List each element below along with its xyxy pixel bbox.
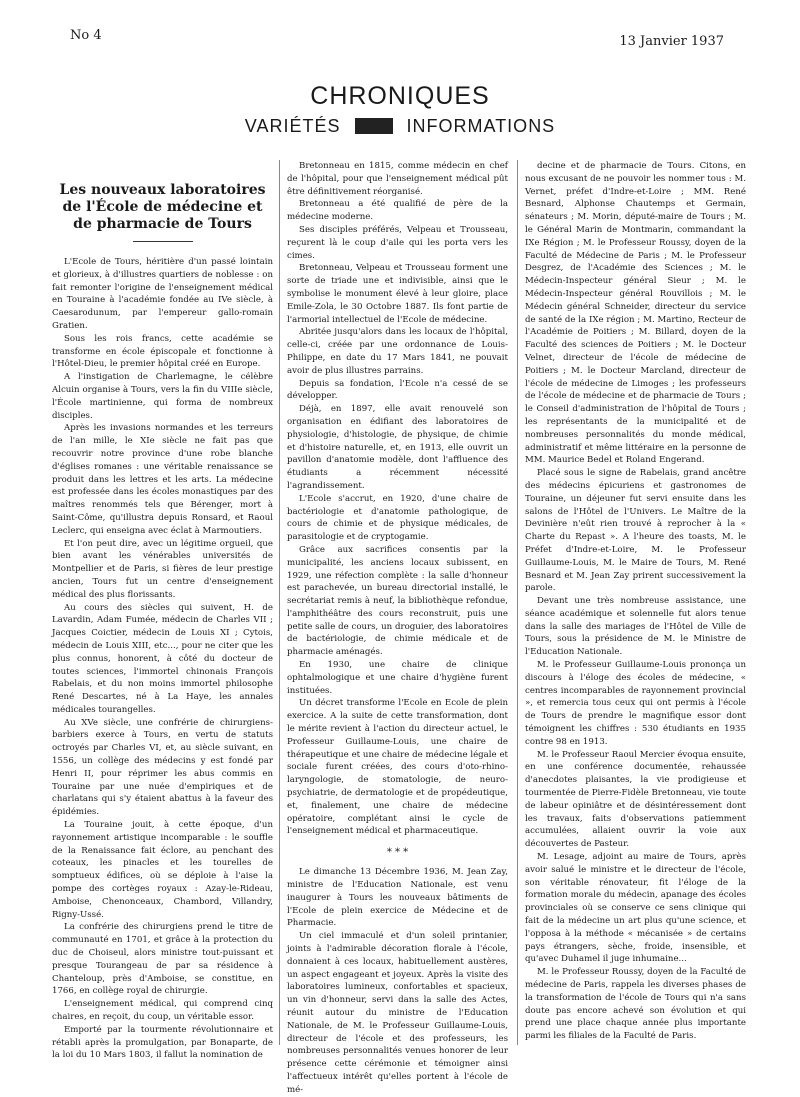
paragraph: L'Ecole de Tours, héritière d'un passé lointain et glorieux, à d'illustres quartiers de noblesse : on fait remonter l'origine de l'enseignement médical en Touraine à l'académie fondée au IVe siècle, à Caesarodunum, par l'empereur gallo-romain Gratien.	[52, 257, 273, 331]
ornament-icon	[355, 118, 393, 134]
masthead-right: INFORMATIONS	[406, 116, 556, 136]
paragraph: L'enseignement médical, qui comprend cinq chaires, en reçoit, du coup, un véritable essor.	[52, 999, 273, 1023]
paragraph: Grâce aux sacrifices consentis par la municipalité, les anciens locaux subissent, en 1929, une réfection complète : la salle d'honneur est parachevée, un bureau directorial installé, le secrétariat remis à neuf, la bibliothèque refondue, l'amphithéâtre des cours reconstruit, puis une petite salle de cours, un droguier, des laboratoires de bactériologie, de chimie médicale et de pharmacie aménagés.	[287, 544, 508, 658]
paragraph: M. le Professeur Roussy, doyen de la Faculté de médecine de Paris, rappela les diverses phases de la transformation de l'école de Tours qui n'a sans doute pas encore achevé son évolution et qui prend une place chaque année plus importante parmi les filiales de la Faculté de Paris.	[525, 967, 746, 1042]
paragraph: Déjà, en 1897, elle avait renouvelé son organisation en édifiant des laboratoires de physiologie, d'histologie, de physique, de chimie et d'histoire naturelle, et, en 1913, elle ouvrit un pavillon d'anatomie modèle, dont l'affluence des étudiants a récemment nécessité l'agrandissement.	[287, 404, 508, 491]
paragraph: Bretonneau, Velpeau et Trousseau forment une sorte de triade une et indivisible, ainsi que le symbolise le monument élevé à leur gloire, place Emile-Zola, le 30 Octobre 1887. Ils font partie de l'armorial intellectuel de l'Ecole de médecine.	[287, 263, 508, 325]
paragraph: Abritée jusqu'alors dans les locaux de l'hôpital, celle-ci, créée par une ordonnance de Louis-Philippe, en date du 17 Mars 1841, ne pouvait avoir de plus illustres parrains.	[287, 327, 508, 376]
issue-date: 13 Janvier 1937	[619, 34, 724, 49]
paragraph: Emporté par la tourmente révolutionnaire et rétabli après la promulgation, par Bonaparte, de la loi du 10 Mars 1803, il fallut la nomination de	[52, 1024, 273, 1061]
paragraph: Placé sous le signe de Rabelais, grand ancêtre des médecins épicuriens et gastronomes de Touraine, un déjeuner fut servi ensuite dans les salons de l'Hôtel de l'Univers. Le Maître de la Devinière n'eût rien trouvé à reprocher à la « Charte du Repast ». A l'heure des toasts, M. le Préfet d'Indre-et-Loire, M. le Professeur Guillaume-Louis, M. le Maire de Tours, M. René Besnard et M. Jean Zay prirent successivement la parole.	[525, 468, 746, 594]
column-1	[52, 160, 273, 1061]
column-divider	[279, 160, 280, 1045]
paragraph: Sous les rois francs, cette académie se transforme en école épiscopale et fonctionne à l'Hôtel-Dieu, le premier hôpital créé en Europe.	[52, 333, 273, 370]
column-2-body-continued	[287, 866, 508, 1096]
paragraph: Bretonneau en 1815, comme médecin en chef de l'hôpital, pour que l'enseignement médical pût être définitivement réorganisé.	[287, 161, 508, 197]
paragraph: Un décret transforme l'Ecole en Ecole de plein exercice. A la suite de cette transformation, dont le mérite revient à l'action du directeur actuel, le Professeur Guillaume-Louis, une chaire de thérapeutique et une chaire de médecine légale et sociale furent créées, des cours d'oto-rhino-laryngologie, de stomatologie, de neuro-psychiatrie, de dermatologie et de propédeutique, et, finalement, une chaire de médecine opératoire, complétant ainsi le cycle de l'enseignement médical et pharmaceutique.	[287, 698, 508, 837]
column-2-body	[287, 160, 508, 838]
paragraph: decine et de pharmacie de Tours. Citons, en nous excusant de ne pouvoir les nommer tous : M. Vernet, préfet d'Indre-et-Loire ; MM. René Besnard, Alphonse Chautemps et Germain, sénateurs ; M. Morin, député-maire de Tours ; M. le Général Marin de Montmarin, commandant la IXe Région ; M. le Professeur Roussy, doyen de la Faculté de Médecine de Paris ; M. le Professeur Desgrez, de l'Académie des Sciences ; M. le Médecin-Inspecteur général Sieur ; M. le Médecin-Inspecteur général Rouvillois ; M. le Médecin général Schneider, directeur du service de santé de la IXe région ; M. Martino, Recteur de l'Académie de Poitiers ; M. Billard, doyen de la Faculté des sciences de Poitiers ; M. le Docteur Velnet, directeur de l'école de médecine de Poitiers ; M. le Docteur Marcland, directeur de l'école de médecine de Limoges ; les professeurs de l'école de médecine et de pharmacie de Tours ; le Conseil d'administration de l'hôpital de Tours ; les représentants de la municipalité et de nombreuses personnalités du monde médical, administratif et même littéraire en la personne de MM. Maurice Bedel et Roland Engerand.	[525, 161, 746, 466]
paragraph: M. le Professeur Raoul Mercier évoqua ensuite, en une conférence documentée, rehaussée d'anecdotes plaisantes, la vie prodigieuse et tourmentée de Pierre-Fidèle Bretonneau, vie toute de labeur opiniâtre et de désintéressement dont les travaux, faits d'observations patiemment accumulées, allaient ouvrir la voie aux découvertes de Pasteur.	[525, 749, 746, 850]
paragraph: La confrérie des chirurgiens prend le titre de communauté en 1701, et grâce à la protection du duc de Choiseul, alors ministre tout-puissant et presque Tourangeau de par sa résidence à Chanteloup, près d'Amboise, se constitue, en 1766, en collège royal de chirurgie.	[52, 922, 273, 997]
paragraph: Le dimanche 13 Décembre 1936, M. Jean Zay, ministre de l'Education Nationale, est venu inaugurer à Tours les nouveaux bâtiments de l'Ecole de plein exercice de Médecine et de Pharmacie.	[287, 867, 508, 929]
paragraph: Après les invasions normandes et les terreurs de l'an mille, le XIe siècle ne fait pas que recouvrir notre province d'une robe blanche d'églises romanes : une véritable renaissance se produit dans les lettres et les arts. La médecine est professée dans les écoles monastiques par des maîtres renommés tels que Bérenger, mort à Saint-Côme, qu'illustra depuis Ronsard, et Raoul Leclerc, qui enseigna avec éclat à Marmoutiers.	[52, 423, 273, 536]
paragraph: Un ciel immaculé et d'un soleil printanier, joints à l'admirable décoration florale à l'école, donnaient à ces locaux, habituellement austères, un aspect engageant et joyeux. Après la visite des laboratoires lumineux, confortables et spacieux, un vin d'honneur, servi dans la salle des Actes, réunit autour du ministre de l'Education Nationale, de M. le Professeur Guillaume-Louis, directeur de l'école et des professeurs, les nombreuses personnalités venues honorer de leur présence cette cérémonie et témoigner ainsi l'affectueux intérêt qu'elles portent à l'école de mé-	[287, 931, 508, 1095]
column-3	[525, 160, 746, 1050]
paragraph: Ses disciples préférés, Velpeau et Trousseau, reçurent là le coup d'aile qui les porta vers les cimes.	[287, 224, 508, 261]
column-1-body	[52, 256, 273, 1062]
paragraph: Devant une très nombreuse assistance, une séance académique et solennelle fut alors tenue dans la salle des mariages de l'Hôtel de Ville de Tours, sous la présidence de M. le Ministre de l'Education Nationale.	[525, 596, 746, 658]
paragraph: Au XVe siècle, une confrérie de chirurgiens-barbiers exerce à Tours, en vertu de statuts octroyés par Charles VI, et, au siècle suivant, en 1556, un collège des médecins y est fondé par Henri II, pour réprimer les abus commis en Touraine par une nuée d'empiriques et de charlatans qui s'y étaient abattus à la faveur des épidémies.	[52, 717, 273, 818]
paragraph: M. Lesage, adjoint au maire de Tours, après avoir salué le ministre et le directeur de l'école, son véritable rénovateur, fit l'éloge de la formation morale du médecin, apanage des écoles provinciales où se conserve ce sens clinique qui fait de la médecine un art plus qu'une science, et l'opposa à la méthode « mécanisée » de certains pays étrangers, sèche, froide, insensible, et qu'avec Duhamel il juge inhumaine...	[525, 852, 746, 965]
article-title: Les nouveaux laboratoires de l'École de médecine et de pharmacie de Tours	[59, 182, 266, 232]
column-3-body	[525, 160, 746, 1043]
paragraph: Au cours des siècles qui suivent, H. de Lavardin, Adam Fumée, médecin de Charles VII ; Jacques Coictier, médecin de Louis XI ; Cytois, médecin de Louis XIII, etc..., pour ne citer que les plus connus, honorent, à côté du docteur de toutes sciences, l'immortel chinonais François Rabelais, et du non moins immortel philosophe René Descartes, né à La Haye, les annales médicales tourangelles.	[52, 602, 273, 715]
masthead-title: CHRONIQUES	[310, 82, 490, 110]
paragraph: Et l'on peut dire, avec un légitime orgueil, que bien avant les vénérables universités de Montpellier et de Paris, si fières de leur prestige ancien, Tours fut un centre d'enseignement médical des plus florissants.	[52, 538, 273, 600]
paragraph: La Touraine jouit, à cette époque, d'un rayonnement artistique incomparable : le souffle de la Renaissance fait éclore, au penchant des coteaux, les pinacles et les tourelles de somptueux édifices, où se déploie à l'aise la pompe des cortèges royaux : Azay-le-Rideau, Amboise, Chenonceaux, Chambord, Villandry, Rigny-Ussé.	[52, 820, 273, 920]
paragraph: Bretonneau a été qualifié de père de la médecine moderne.	[287, 199, 508, 223]
title-rule	[133, 241, 193, 242]
paragraph: En 1930, une chaire de clinique ophtalmologique et une chaire d'hygiène furent instituées.	[287, 660, 508, 696]
paragraph: Depuis sa fondation, l'Ecole n'a cessé de se développer.	[287, 378, 508, 402]
paragraph: M. le Professeur Guillaume-Louis prononça un discours à l'éloge des écoles de médecine, « centres incomparables de rayonnement provincial », et remercia tous ceux qui ont permis à l'école de Tours de prendre le magnifique essor dont témoignent les chiffres : 530 étudiants en 1935 contre 98 en 1913.	[525, 660, 746, 747]
column-2	[287, 160, 508, 1095]
section-stars: * * *	[386, 847, 409, 859]
paragraph: L'Ecole s'accrut, en 1920, d'une chaire de bactériologie et d'anatomie pathologique, de cours de chimie et de physique médicales, de parasitologie et de cryptogamie.	[287, 493, 508, 543]
column-divider	[517, 160, 518, 1045]
issue-number: No 4	[70, 28, 102, 43]
paragraph: A l'instigation de Charlemagne, le célèbre Alcuin organise à Tours, vers la fin du VIIIe siècle, l'École martinienne, qui forma de nombreux disciples.	[52, 372, 273, 421]
masthead-subtitle	[0, 116, 800, 137]
masthead-left: VARIÉTÉS	[244, 116, 341, 136]
